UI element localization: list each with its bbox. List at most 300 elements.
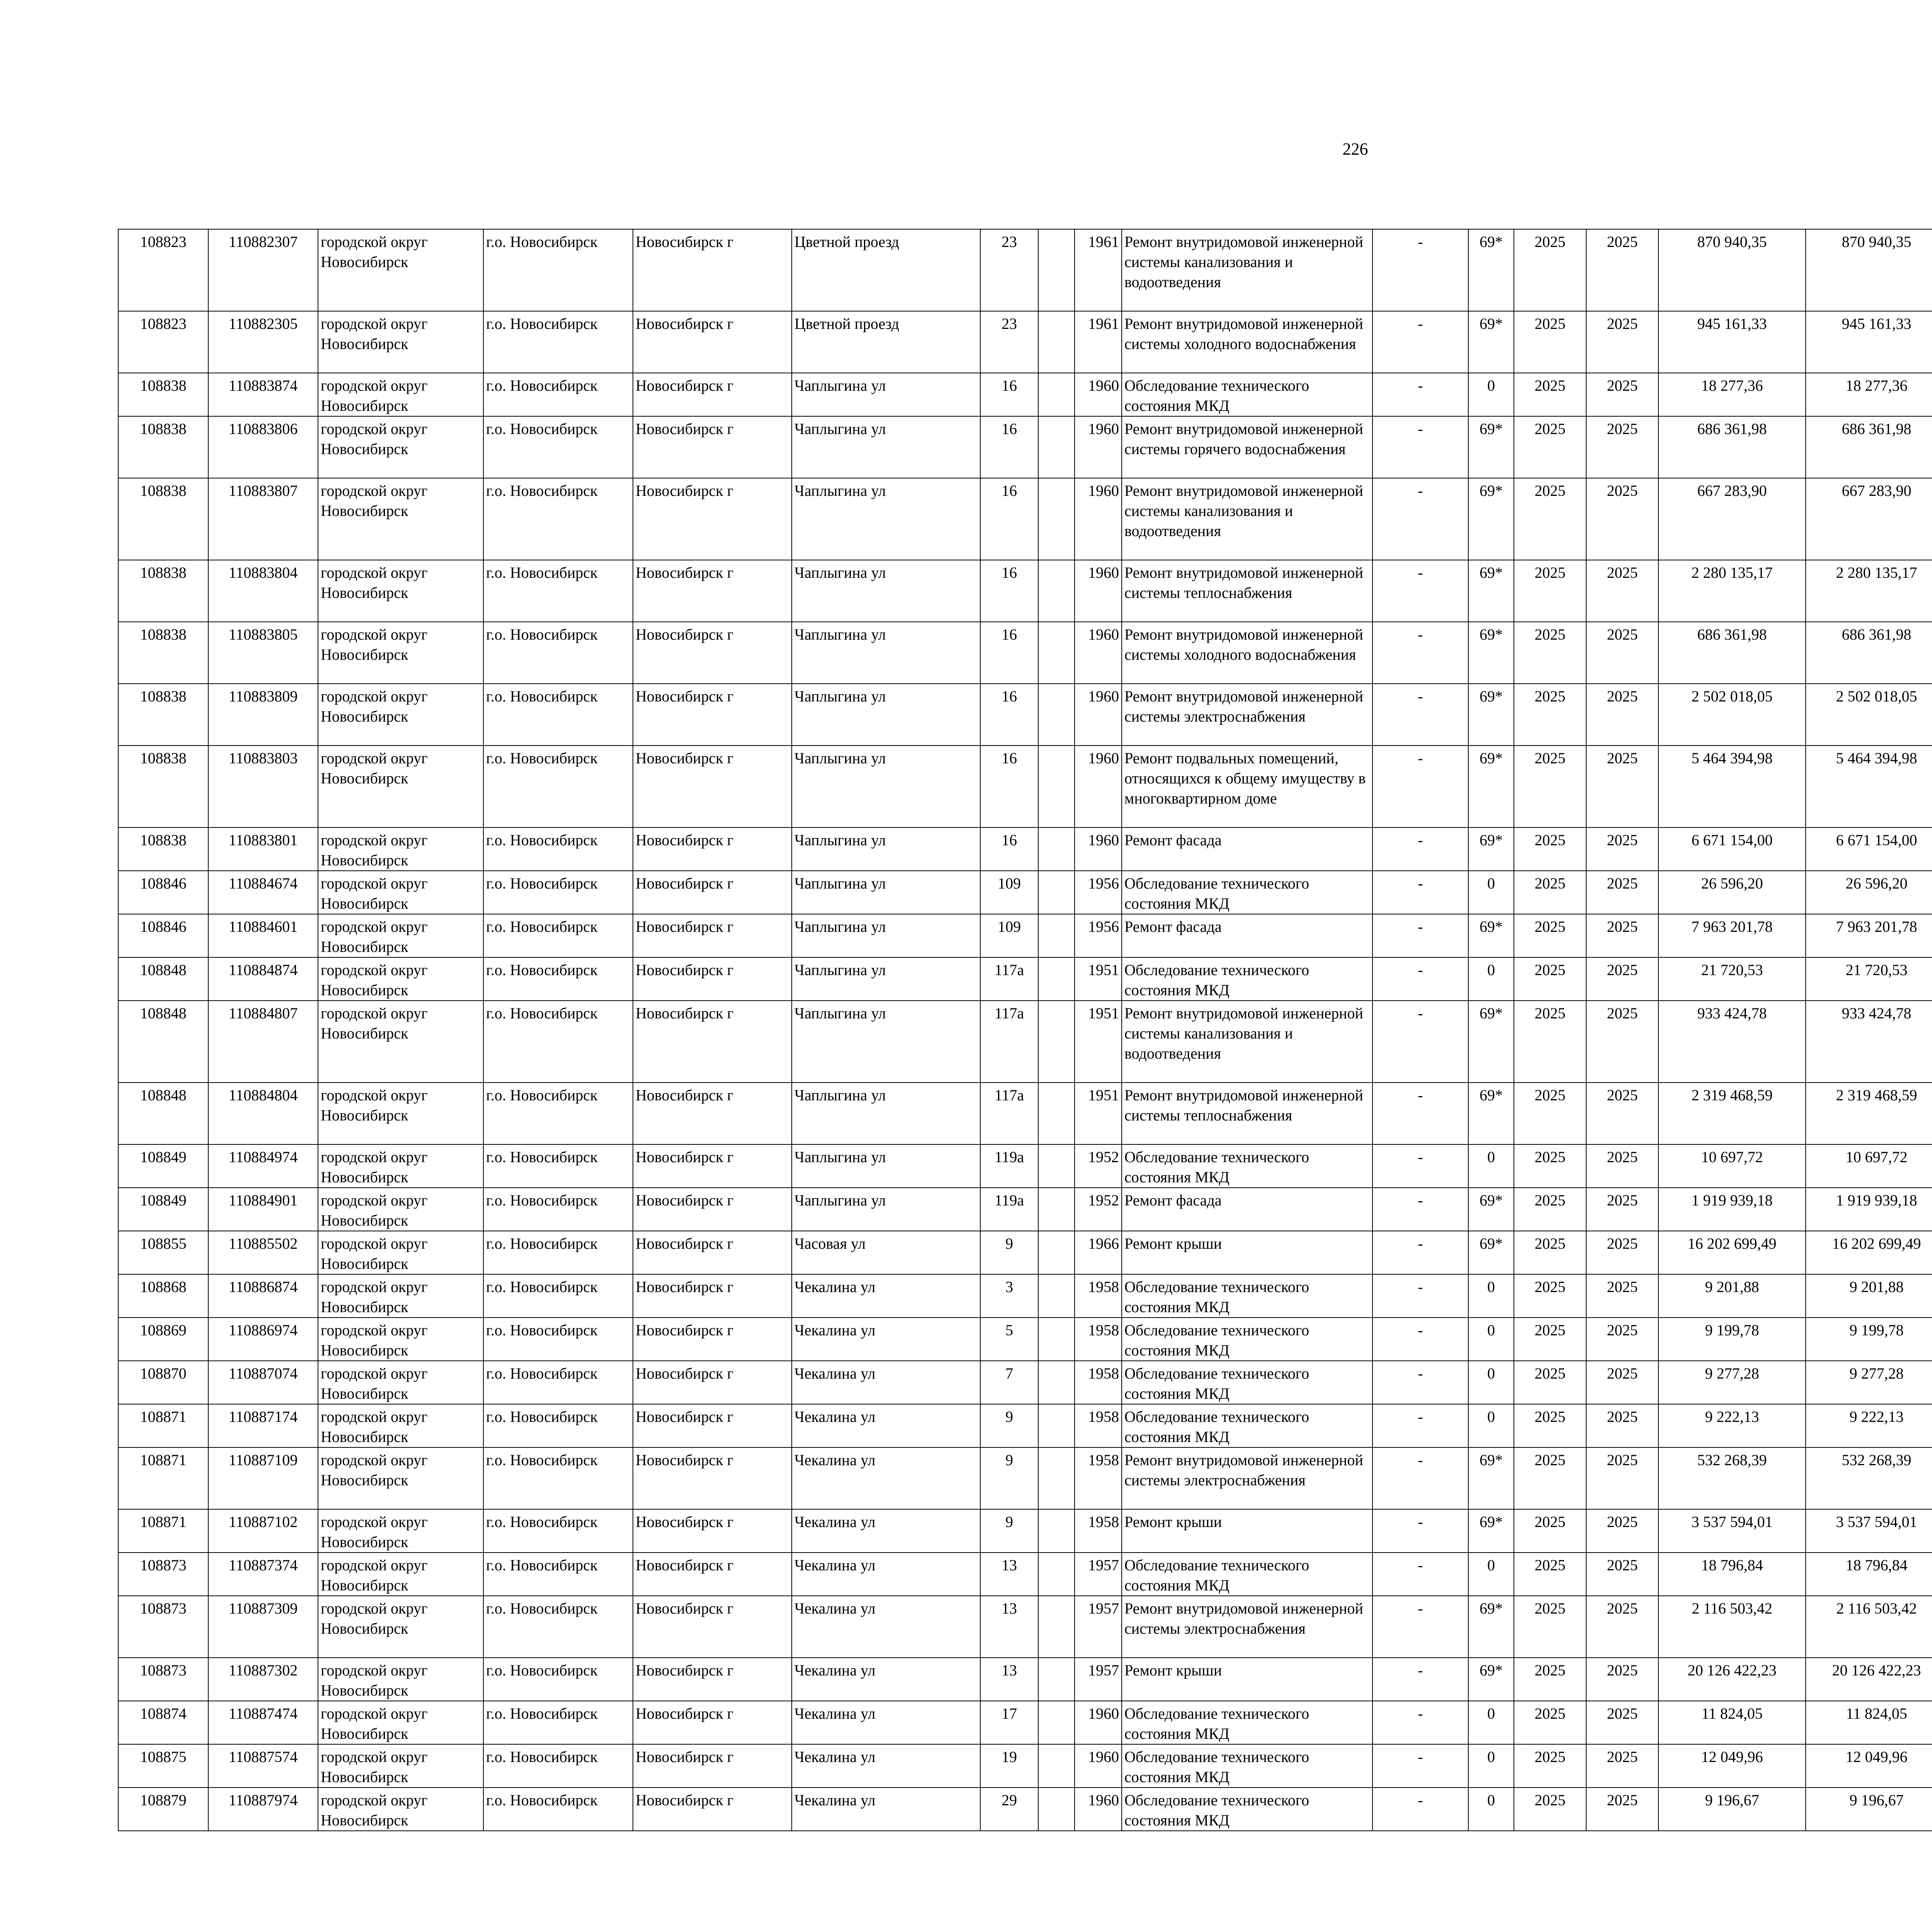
street-cell: Часовая ул bbox=[792, 1231, 980, 1274]
total-cost-cell: 10 697,72 bbox=[1658, 1144, 1806, 1188]
object-id-cell: 108868 bbox=[118, 1274, 208, 1318]
extra-cell bbox=[1038, 416, 1075, 478]
work-code-cell: 110887574 bbox=[208, 1744, 318, 1788]
plan-year-end-cell: 2025 bbox=[1586, 1188, 1658, 1231]
extra-cell bbox=[1038, 1274, 1075, 1318]
municipality-cell: городской округ Новосибирск bbox=[318, 871, 483, 914]
house-number-cell: 16 bbox=[980, 827, 1038, 871]
dash-cell: - bbox=[1372, 914, 1468, 957]
total-cost-cell: 933 424,78 bbox=[1658, 1001, 1806, 1083]
work-type-cell: Ремонт внутридомовой инженерной системы электроснабжения bbox=[1122, 1596, 1372, 1658]
wear-percent-cell: 69* bbox=[1468, 311, 1514, 373]
fund-cost-cell: 686 361,98 bbox=[1806, 622, 1932, 684]
street-cell: Чекалина ул bbox=[792, 1744, 980, 1788]
extra-cell bbox=[1038, 560, 1075, 622]
table-row bbox=[118, 1658, 1932, 1701]
object-id-cell: 108855 bbox=[118, 1231, 208, 1274]
district-cell: г.о. Новосибирск bbox=[483, 1144, 633, 1188]
table-row bbox=[118, 622, 1932, 684]
wear-percent-cell: 69* bbox=[1468, 827, 1514, 871]
extra-cell bbox=[1038, 1361, 1075, 1404]
street-cell: Чаплыгина ул bbox=[792, 1001, 980, 1083]
fund-cost-cell: 11 824,05 bbox=[1806, 1701, 1932, 1744]
house-number-cell: 109 bbox=[980, 871, 1038, 914]
dash-cell: - bbox=[1372, 1788, 1468, 1831]
plan-year-start-cell: 2025 bbox=[1514, 1274, 1586, 1318]
total-cost-cell: 2 116 503,42 bbox=[1658, 1596, 1806, 1658]
municipality-cell: городской округ Новосибирск bbox=[318, 311, 483, 373]
wear-percent-cell: 69* bbox=[1468, 1001, 1514, 1083]
total-cost-cell: 9 222,13 bbox=[1658, 1404, 1806, 1447]
work-code-cell: 110883801 bbox=[208, 827, 318, 871]
fund-cost-cell: 10 697,72 bbox=[1806, 1144, 1932, 1188]
total-cost-cell: 21 720,53 bbox=[1658, 957, 1806, 1001]
plan-year-end-cell: 2025 bbox=[1586, 871, 1658, 914]
house-number-cell: 23 bbox=[980, 311, 1038, 373]
district-cell: г.о. Новосибирск bbox=[483, 622, 633, 684]
municipality-cell: городской округ Новосибирск bbox=[318, 560, 483, 622]
district-cell: г.о. Новосибирск bbox=[483, 1788, 633, 1831]
build-year-cell: 1960 bbox=[1075, 827, 1122, 871]
work-type-cell: Ремонт крыши bbox=[1122, 1658, 1372, 1701]
municipality-cell: городской округ Новосибирск bbox=[318, 957, 483, 1001]
municipality-cell: городской округ Новосибирск bbox=[318, 1231, 483, 1274]
object-id-cell: 108870 bbox=[118, 1361, 208, 1404]
fund-cost-cell: 18 277,36 bbox=[1806, 373, 1932, 416]
object-id-cell: 108846 bbox=[118, 914, 208, 957]
dash-cell: - bbox=[1372, 1144, 1468, 1188]
extra-cell bbox=[1038, 1553, 1075, 1596]
wear-percent-cell: 0 bbox=[1468, 1701, 1514, 1744]
work-type-cell: Обследование технического состояния МКД bbox=[1122, 1701, 1372, 1744]
fund-cost-cell: 3 537 594,01 bbox=[1806, 1509, 1932, 1553]
plan-year-end-cell: 2025 bbox=[1586, 1744, 1658, 1788]
object-id-cell: 108871 bbox=[118, 1509, 208, 1553]
total-cost-cell: 11 824,05 bbox=[1658, 1701, 1806, 1744]
plan-year-end-cell: 2025 bbox=[1586, 1361, 1658, 1404]
wear-percent-cell: 0 bbox=[1468, 1144, 1514, 1188]
city-cell: Новосибирск г bbox=[633, 1658, 792, 1701]
extra-cell bbox=[1038, 1509, 1075, 1553]
table-row bbox=[118, 416, 1932, 478]
house-number-cell: 9 bbox=[980, 1231, 1038, 1274]
fund-cost-cell: 9 277,28 bbox=[1806, 1361, 1932, 1404]
plan-year-start-cell: 2025 bbox=[1514, 229, 1586, 311]
plan-year-end-cell: 2025 bbox=[1586, 746, 1658, 827]
object-id-cell: 108869 bbox=[118, 1318, 208, 1361]
work-type-cell: Ремонт внутридомовой инженерной системы теплоснабжения bbox=[1122, 560, 1372, 622]
table-row bbox=[118, 1744, 1932, 1788]
total-cost-cell: 9 196,67 bbox=[1658, 1788, 1806, 1831]
page-number: 226 bbox=[1342, 140, 1368, 158]
table-row bbox=[118, 229, 1932, 311]
object-id-cell: 108848 bbox=[118, 1001, 208, 1083]
district-cell: г.о. Новосибирск bbox=[483, 1274, 633, 1318]
build-year-cell: 1960 bbox=[1075, 684, 1122, 746]
object-id-cell: 108849 bbox=[118, 1188, 208, 1231]
plan-year-start-cell: 2025 bbox=[1514, 684, 1586, 746]
total-cost-cell: 2 502 018,05 bbox=[1658, 684, 1806, 746]
street-cell: Цветной проезд bbox=[792, 229, 980, 311]
street-cell: Чекалина ул bbox=[792, 1404, 980, 1447]
extra-cell bbox=[1038, 622, 1075, 684]
fund-cost-cell: 12 049,96 bbox=[1806, 1744, 1932, 1788]
extra-cell bbox=[1038, 311, 1075, 373]
work-code-cell: 110884601 bbox=[208, 914, 318, 957]
wear-percent-cell: 69* bbox=[1468, 1231, 1514, 1274]
extra-cell bbox=[1038, 827, 1075, 871]
municipality-cell: городской округ Новосибирск bbox=[318, 1274, 483, 1318]
object-id-cell: 108838 bbox=[118, 478, 208, 560]
street-cell: Чекалина ул bbox=[792, 1509, 980, 1553]
dash-cell: - bbox=[1372, 1658, 1468, 1701]
house-number-cell: 16 bbox=[980, 416, 1038, 478]
house-number-cell: 16 bbox=[980, 746, 1038, 827]
district-cell: г.о. Новосибирск bbox=[483, 311, 633, 373]
table-row bbox=[118, 1188, 1932, 1231]
municipality-cell: городской округ Новосибирск bbox=[318, 1001, 483, 1083]
street-cell: Чаплыгина ул bbox=[792, 827, 980, 871]
plan-year-start-cell: 2025 bbox=[1514, 560, 1586, 622]
work-code-cell: 110887374 bbox=[208, 1553, 318, 1596]
plan-year-start-cell: 2025 bbox=[1514, 1447, 1586, 1509]
work-type-cell: Обследование технического состояния МКД bbox=[1122, 1404, 1372, 1447]
dash-cell: - bbox=[1372, 373, 1468, 416]
object-id-cell: 108875 bbox=[118, 1744, 208, 1788]
build-year-cell: 1958 bbox=[1075, 1447, 1122, 1509]
house-number-cell: 109 bbox=[980, 914, 1038, 957]
house-number-cell: 16 bbox=[980, 560, 1038, 622]
plan-year-end-cell: 2025 bbox=[1586, 1701, 1658, 1744]
dash-cell: - bbox=[1372, 1188, 1468, 1231]
table-row bbox=[118, 684, 1932, 746]
dash-cell: - bbox=[1372, 1001, 1468, 1083]
fund-cost-cell: 933 424,78 bbox=[1806, 1001, 1932, 1083]
extra-cell bbox=[1038, 1404, 1075, 1447]
dash-cell: - bbox=[1372, 1404, 1468, 1447]
build-year-cell: 1966 bbox=[1075, 1231, 1122, 1274]
build-year-cell: 1960 bbox=[1075, 1701, 1122, 1744]
build-year-cell: 1958 bbox=[1075, 1318, 1122, 1361]
municipality-cell: городской округ Новосибирск bbox=[318, 827, 483, 871]
plan-year-start-cell: 2025 bbox=[1514, 914, 1586, 957]
object-id-cell: 108873 bbox=[118, 1658, 208, 1701]
work-code-cell: 110883804 bbox=[208, 560, 318, 622]
plan-year-end-cell: 2025 bbox=[1586, 1318, 1658, 1361]
municipality-cell: городской округ Новосибирск bbox=[318, 1361, 483, 1404]
street-cell: Чекалина ул bbox=[792, 1596, 980, 1658]
municipality-cell: городской округ Новосибирск bbox=[318, 229, 483, 311]
plan-year-end-cell: 2025 bbox=[1586, 1447, 1658, 1509]
build-year-cell: 1958 bbox=[1075, 1509, 1122, 1553]
work-type-cell: Ремонт внутридомовой инженерной системы холодного водоснабжения bbox=[1122, 622, 1372, 684]
extra-cell bbox=[1038, 914, 1075, 957]
district-cell: г.о. Новосибирск bbox=[483, 1658, 633, 1701]
plan-year-start-cell: 2025 bbox=[1514, 1701, 1586, 1744]
wear-percent-cell: 69* bbox=[1468, 416, 1514, 478]
object-id-cell: 108838 bbox=[118, 560, 208, 622]
plan-year-start-cell: 2025 bbox=[1514, 1788, 1586, 1831]
district-cell: г.о. Новосибирск bbox=[483, 1001, 633, 1083]
work-type-cell: Обследование технического состояния МКД bbox=[1122, 1744, 1372, 1788]
table-row bbox=[118, 373, 1932, 416]
street-cell: Чаплыгина ул bbox=[792, 560, 980, 622]
total-cost-cell: 686 361,98 bbox=[1658, 622, 1806, 684]
fund-cost-cell: 2 502 018,05 bbox=[1806, 684, 1932, 746]
build-year-cell: 1958 bbox=[1075, 1404, 1122, 1447]
house-number-cell: 117а bbox=[980, 957, 1038, 1001]
table-row bbox=[118, 1788, 1932, 1831]
city-cell: Новосибирск г bbox=[633, 373, 792, 416]
city-cell: Новосибирск г bbox=[633, 229, 792, 311]
fund-cost-cell: 7 963 201,78 bbox=[1806, 914, 1932, 957]
street-cell: Чекалина ул bbox=[792, 1788, 980, 1831]
house-number-cell: 3 bbox=[980, 1274, 1038, 1318]
plan-year-start-cell: 2025 bbox=[1514, 1596, 1586, 1658]
wear-percent-cell: 0 bbox=[1468, 1553, 1514, 1596]
plan-year-start-cell: 2025 bbox=[1514, 1744, 1586, 1788]
extra-cell bbox=[1038, 871, 1075, 914]
build-year-cell: 1957 bbox=[1075, 1596, 1122, 1658]
city-cell: Новосибирск г bbox=[633, 1144, 792, 1188]
dash-cell: - bbox=[1372, 1361, 1468, 1404]
house-number-cell: 16 bbox=[980, 684, 1038, 746]
plan-year-start-cell: 2025 bbox=[1514, 957, 1586, 1001]
total-cost-cell: 532 268,39 bbox=[1658, 1447, 1806, 1509]
work-type-cell: Ремонт фасада bbox=[1122, 914, 1372, 957]
work-code-cell: 110883805 bbox=[208, 622, 318, 684]
wear-percent-cell: 0 bbox=[1468, 871, 1514, 914]
wear-percent-cell: 0 bbox=[1468, 1404, 1514, 1447]
object-id-cell: 108871 bbox=[118, 1447, 208, 1509]
house-number-cell: 29 bbox=[980, 1788, 1038, 1831]
build-year-cell: 1960 bbox=[1075, 373, 1122, 416]
build-year-cell: 1958 bbox=[1075, 1274, 1122, 1318]
plan-year-start-cell: 2025 bbox=[1514, 1083, 1586, 1144]
district-cell: г.о. Новосибирск bbox=[483, 746, 633, 827]
work-code-cell: 110883809 bbox=[208, 684, 318, 746]
extra-cell bbox=[1038, 1658, 1075, 1701]
object-id-cell: 108874 bbox=[118, 1701, 208, 1744]
street-cell: Чаплыгина ул bbox=[792, 622, 980, 684]
fund-cost-cell: 2 280 135,17 bbox=[1806, 560, 1932, 622]
build-year-cell: 1960 bbox=[1075, 416, 1122, 478]
object-id-cell: 108873 bbox=[118, 1553, 208, 1596]
dash-cell: - bbox=[1372, 1744, 1468, 1788]
plan-year-start-cell: 2025 bbox=[1514, 1144, 1586, 1188]
street-cell: Чаплыгина ул bbox=[792, 1144, 980, 1188]
table-row bbox=[118, 1361, 1932, 1404]
district-cell: г.о. Новосибирск bbox=[483, 1701, 633, 1744]
plan-year-start-cell: 2025 bbox=[1514, 1188, 1586, 1231]
fund-cost-cell: 2 116 503,42 bbox=[1806, 1596, 1932, 1658]
house-number-cell: 13 bbox=[980, 1596, 1038, 1658]
total-cost-cell: 7 963 201,78 bbox=[1658, 914, 1806, 957]
house-number-cell: 119а bbox=[980, 1144, 1038, 1188]
object-id-cell: 108838 bbox=[118, 684, 208, 746]
wear-percent-cell: 69* bbox=[1468, 1658, 1514, 1701]
house-number-cell: 7 bbox=[980, 1361, 1038, 1404]
city-cell: Новосибирск г bbox=[633, 622, 792, 684]
table-row bbox=[118, 1509, 1932, 1553]
work-type-cell: Ремонт внутридомовой инженерной системы электроснабжения bbox=[1122, 684, 1372, 746]
plan-year-end-cell: 2025 bbox=[1586, 478, 1658, 560]
table-row bbox=[118, 1274, 1932, 1318]
municipality-cell: городской округ Новосибирск bbox=[318, 1318, 483, 1361]
work-type-cell: Ремонт подвальных помещений, относящихся к общему имуществу в многоквартирном доме bbox=[1122, 746, 1372, 827]
plan-year-start-cell: 2025 bbox=[1514, 1404, 1586, 1447]
build-year-cell: 1960 bbox=[1075, 746, 1122, 827]
street-cell: Чекалина ул bbox=[792, 1318, 980, 1361]
object-id-cell: 108848 bbox=[118, 957, 208, 1001]
dash-cell: - bbox=[1372, 684, 1468, 746]
table-row bbox=[118, 1001, 1932, 1083]
municipality-cell: городской округ Новосибирск bbox=[318, 1553, 483, 1596]
work-type-cell: Ремонт фасада bbox=[1122, 1188, 1372, 1231]
municipality-cell: городской округ Новосибирск bbox=[318, 746, 483, 827]
street-cell: Чекалина ул bbox=[792, 1361, 980, 1404]
house-number-cell: 9 bbox=[980, 1447, 1038, 1509]
work-type-cell: Ремонт внутридомовой инженерной системы канализования и водоотведения bbox=[1122, 478, 1372, 560]
extra-cell bbox=[1038, 1701, 1075, 1744]
fund-cost-cell: 1 919 939,18 bbox=[1806, 1188, 1932, 1231]
wear-percent-cell: 0 bbox=[1468, 1318, 1514, 1361]
municipality-cell: городской округ Новосибирск bbox=[318, 416, 483, 478]
work-code-cell: 110887174 bbox=[208, 1404, 318, 1447]
fund-cost-cell: 532 268,39 bbox=[1806, 1447, 1932, 1509]
build-year-cell: 1961 bbox=[1075, 229, 1122, 311]
work-type-cell: Ремонт фасада bbox=[1122, 827, 1372, 871]
object-id-cell: 108846 bbox=[118, 871, 208, 914]
wear-percent-cell: 69* bbox=[1468, 914, 1514, 957]
city-cell: Новосибирск г bbox=[633, 1744, 792, 1788]
fund-cost-cell: 9 196,67 bbox=[1806, 1788, 1932, 1831]
municipality-cell: городской округ Новосибирск bbox=[318, 914, 483, 957]
fund-cost-cell: 9 222,13 bbox=[1806, 1404, 1932, 1447]
object-id-cell: 108871 bbox=[118, 1404, 208, 1447]
wear-percent-cell: 0 bbox=[1468, 1361, 1514, 1404]
work-code-cell: 110887309 bbox=[208, 1596, 318, 1658]
work-code-cell: 110887302 bbox=[208, 1658, 318, 1701]
extra-cell bbox=[1038, 1144, 1075, 1188]
work-code-cell: 110887109 bbox=[208, 1447, 318, 1509]
work-code-cell: 110887102 bbox=[208, 1509, 318, 1553]
build-year-cell: 1951 bbox=[1075, 957, 1122, 1001]
object-id-cell: 108873 bbox=[118, 1596, 208, 1658]
municipality-cell: городской округ Новосибирск bbox=[318, 1596, 483, 1658]
fund-cost-cell: 945 161,33 bbox=[1806, 311, 1932, 373]
fund-cost-cell: 9 199,78 bbox=[1806, 1318, 1932, 1361]
work-code-cell: 110883803 bbox=[208, 746, 318, 827]
street-cell: Чаплыгина ул bbox=[792, 684, 980, 746]
city-cell: Новосибирск г bbox=[633, 1318, 792, 1361]
municipality-cell: городской округ Новосибирск bbox=[318, 1509, 483, 1553]
district-cell: г.о. Новосибирск bbox=[483, 416, 633, 478]
build-year-cell: 1960 bbox=[1075, 560, 1122, 622]
work-type-cell: Ремонт внутридомовой инженерной системы канализования и водоотведения bbox=[1122, 1001, 1372, 1083]
dash-cell: - bbox=[1372, 1318, 1468, 1361]
object-id-cell: 108838 bbox=[118, 622, 208, 684]
city-cell: Новосибирск г bbox=[633, 1404, 792, 1447]
fund-cost-cell: 20 126 422,23 bbox=[1806, 1658, 1932, 1701]
dash-cell: - bbox=[1372, 1274, 1468, 1318]
wear-percent-cell: 69* bbox=[1468, 560, 1514, 622]
street-cell: Цветной проезд bbox=[792, 311, 980, 373]
city-cell: Новосибирск г bbox=[633, 871, 792, 914]
city-cell: Новосибирск г bbox=[633, 560, 792, 622]
city-cell: Новосибирск г bbox=[633, 1361, 792, 1404]
total-cost-cell: 9 277,28 bbox=[1658, 1361, 1806, 1404]
wear-percent-cell: 69* bbox=[1468, 1509, 1514, 1553]
district-cell: г.о. Новосибирск bbox=[483, 560, 633, 622]
house-number-cell: 117а bbox=[980, 1001, 1038, 1083]
house-number-cell: 23 bbox=[980, 229, 1038, 311]
city-cell: Новосибирск г bbox=[633, 1274, 792, 1318]
city-cell: Новосибирск г bbox=[633, 684, 792, 746]
wear-percent-cell: 69* bbox=[1468, 1596, 1514, 1658]
municipality-cell: городской округ Новосибирск bbox=[318, 1083, 483, 1144]
table-row bbox=[118, 1701, 1932, 1744]
total-cost-cell: 5 464 394,98 bbox=[1658, 746, 1806, 827]
fund-cost-cell: 16 202 699,49 bbox=[1806, 1231, 1932, 1274]
extra-cell bbox=[1038, 957, 1075, 1001]
work-code-cell: 110884804 bbox=[208, 1083, 318, 1144]
dash-cell: - bbox=[1372, 1553, 1468, 1596]
street-cell: Чаплыгина ул bbox=[792, 478, 980, 560]
extra-cell bbox=[1038, 373, 1075, 416]
build-year-cell: 1958 bbox=[1075, 1361, 1122, 1404]
work-type-cell: Обследование технического состояния МКД bbox=[1122, 373, 1372, 416]
fund-cost-cell: 2 319 468,59 bbox=[1806, 1083, 1932, 1144]
table-row bbox=[118, 914, 1932, 957]
district-cell: г.о. Новосибирск bbox=[483, 1083, 633, 1144]
plan-year-end-cell: 2025 bbox=[1586, 1274, 1658, 1318]
table-row bbox=[118, 957, 1932, 1001]
work-type-cell: Ремонт внутридомовой инженерной системы холодного водоснабжения bbox=[1122, 311, 1372, 373]
total-cost-cell: 16 202 699,49 bbox=[1658, 1231, 1806, 1274]
district-cell: г.о. Новосибирск bbox=[483, 1596, 633, 1658]
object-id-cell: 108838 bbox=[118, 827, 208, 871]
work-type-cell: Ремонт внутридомовой инженерной системы электроснабжения bbox=[1122, 1447, 1372, 1509]
dash-cell: - bbox=[1372, 229, 1468, 311]
table-row bbox=[118, 1404, 1932, 1447]
municipality-cell: городской округ Новосибирск bbox=[318, 1447, 483, 1509]
total-cost-cell: 18 796,84 bbox=[1658, 1553, 1806, 1596]
street-cell: Чекалина ул bbox=[792, 1701, 980, 1744]
extra-cell bbox=[1038, 1318, 1075, 1361]
total-cost-cell: 1 919 939,18 bbox=[1658, 1188, 1806, 1231]
wear-percent-cell: 69* bbox=[1468, 1188, 1514, 1231]
wear-percent-cell: 69* bbox=[1468, 622, 1514, 684]
extra-cell bbox=[1038, 1001, 1075, 1083]
wear-percent-cell: 69* bbox=[1468, 1083, 1514, 1144]
table-row bbox=[118, 311, 1932, 373]
build-year-cell: 1960 bbox=[1075, 1744, 1122, 1788]
municipality-cell: городской округ Новосибирск bbox=[318, 1658, 483, 1701]
plan-year-end-cell: 2025 bbox=[1586, 1553, 1658, 1596]
plan-year-start-cell: 2025 bbox=[1514, 1509, 1586, 1553]
dash-cell: - bbox=[1372, 478, 1468, 560]
table-body bbox=[118, 229, 1932, 1831]
city-cell: Новосибирск г bbox=[633, 1188, 792, 1231]
plan-year-start-cell: 2025 bbox=[1514, 416, 1586, 478]
dash-cell: - bbox=[1372, 1083, 1468, 1144]
build-year-cell: 1957 bbox=[1075, 1658, 1122, 1701]
district-cell: г.о. Новосибирск bbox=[483, 1447, 633, 1509]
total-cost-cell: 2 280 135,17 bbox=[1658, 560, 1806, 622]
repair-register-table bbox=[118, 229, 1932, 1831]
total-cost-cell: 9 199,78 bbox=[1658, 1318, 1806, 1361]
